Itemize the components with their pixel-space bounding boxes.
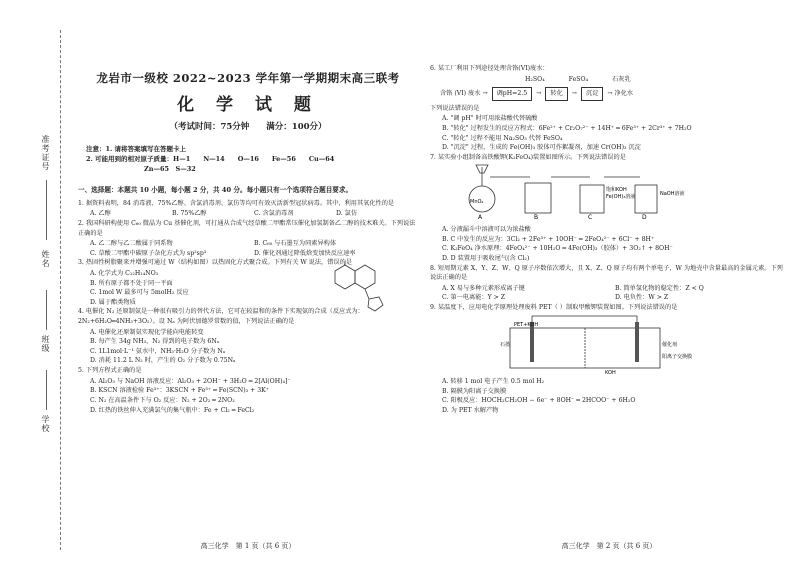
question-1-options: [90, 209, 418, 219]
option: B. 简单氢化物的稳定性：Z < Q: [615, 284, 704, 292]
label-koh: 饱和KOH: [606, 187, 627, 194]
question-1: 1. 据资料表明，84 消毒液、75%乙醇、含氯消毒剂、氯仿等均可有效灭活新型冠状病毒。其中，利用其氧化性的是: [78, 199, 395, 207]
option: B. 75%乙醇: [172, 210, 207, 218]
option: C. 第一电离能：Y > Z: [442, 294, 506, 302]
option: B. 所有原子都不处于同一平面: [90, 279, 173, 287]
question-8: 8. 短周期元素 X、Y、Z、W、Q 原子序数依次增大，且 X、Z、Q 原子均有两个单电子，W 为地壳中含量最高的金属元素。下列说法正确的是: [430, 264, 783, 282]
option: D. 催化剂通过降低焓变加快反应速率: [254, 249, 356, 257]
label-pet-koh: PET+KOH: [514, 321, 539, 328]
binding-sidebar: [0, 0, 72, 562]
option: A. 化学式为 C₁₂H₁₄NO₃: [90, 270, 159, 277]
blank-line: [46, 180, 47, 240]
question-5: 5. 下列方程式正确的是: [78, 367, 142, 375]
option: C. N₂ 在高温条件下与 O₂ 反应：N₂ + 2O₂ ═ 2NO₂: [90, 396, 235, 404]
notice-2: 2. 可能用到的相对原子质量：H—1 N—14 O—16 Fe—56 Cu—64: [86, 155, 335, 164]
option: B. C 中发生的反应为：3Cl₂ + 2Fe³⁺ + 10OH⁻ ═ 2FeO₄²⁻ + 6Cl⁻ + 8H⁺: [442, 235, 655, 243]
label-name: 姓名: [41, 250, 50, 268]
option: C. 含氯消毒剂: [254, 210, 294, 218]
option: A. X 易与多种元素形成离子键: [442, 284, 525, 292]
flow-step: 沉淀: [581, 87, 603, 101]
question-2-options: [90, 239, 418, 249]
option: B. KSCN 溶液检验 Fe³⁺：3KSCN + Fe³⁺ ═ Fe(SCN)₃ + 3K⁺: [90, 387, 270, 395]
subject-title: 化 学 试 题: [177, 94, 319, 115]
notice-1: 注意：1. 请将答案填写在答题卡上: [86, 145, 187, 154]
exam-info: （考试时间：75分钟 满分：100分）: [169, 122, 327, 133]
option: A. Al₂O₃ 与 NaOH 溶液反应：Al₂O₃ + 2OH⁻ + 3H₂O ═ 2[Al(OH)₄]⁻: [90, 377, 291, 385]
notice-3: Zn—65 S—32: [144, 165, 196, 174]
arrow-icon: →: [536, 90, 542, 98]
option: C. K₂FeO₄ 净水原理：4FeO₄²⁻ + 10H₂O ═ 4Fe(OH)₃（胶体）+ 3O₂↑ + 8OH⁻: [442, 245, 673, 253]
label-d: D: [642, 214, 647, 222]
option: C. "转化" 过程不能用 Na₂SO₃ 代替 FeSO₄: [442, 134, 563, 142]
option: A. 电催化还原制氨实现化学能向电能转变: [90, 328, 204, 336]
question-8-options: [442, 293, 788, 303]
option: C. 草酸二甲酯中碳原子杂化方式为 sp²sp³: [90, 249, 207, 257]
option: B. 每产生 34g NH₃，N₂ 得到的电子数为 6Nₐ: [90, 338, 220, 346]
page-footer: 高三化学 第 2 页（共 6 页）: [561, 542, 657, 551]
exam-title: 龙岩市一级校 2022~2023 学年第一学期期末高三联考: [96, 71, 400, 85]
option: A. 乙二醇与乙二酸属于同系物: [90, 240, 173, 248]
option: D. 氯仿: [336, 210, 358, 218]
option: D. D 装置用于吸收尾气(含 Cl₂): [442, 254, 530, 262]
option: A. 乙醇: [90, 210, 111, 218]
page-2: [430, 0, 788, 562]
question-2-options: [90, 249, 418, 259]
flow-step: 调pH=2.5: [492, 87, 533, 101]
flow-end: 净化水: [614, 90, 634, 98]
question-8-options: [442, 284, 788, 294]
label-catalyst: 催化剂: [662, 341, 678, 348]
option: D. 属于酯类物质: [90, 298, 136, 306]
section-heading: 一、选择题：本题共 10 小题，每小题 2 分，共 40 分。每小题只有一个选项符合题目要求。: [78, 185, 353, 194]
apparatus-diagram-icon: [460, 163, 690, 221]
label-mno2: MnO₂: [470, 199, 484, 206]
label-b: B: [534, 214, 539, 222]
option: D. 消耗 11.2 L N₂ 时，产生的 O₂ 分子数为 0.75Nₐ: [90, 357, 236, 365]
label-a: A: [478, 214, 483, 222]
option: B. C₆₀ 与石墨互为同素异构体: [254, 240, 337, 248]
reagent-row: [525, 75, 788, 85]
page-1: [78, 0, 418, 562]
option: D. "沉淀" 过程，生成的 Fe(OH)₃ 胶体可作絮凝剂，加速 Cr(OH)₃ 沉淀: [442, 144, 641, 152]
option: A. 转移 1 mol 电子产生 0.5 mol H₂: [442, 378, 545, 386]
question-6: 6. 某工厂利用下列途径处理含铬(VI)废水：: [430, 65, 549, 72]
question-9: 9. 某温度下，应用电化学原理处理废料 PET（ ）制取甲酸钾装置如图。下列说法错误的是: [430, 303, 678, 311]
option: B. "转化" 过程发生的反应方程式：6Fe²⁺ + Cr₂O₇²⁻ + 14H⁺ ═ 6Fe³⁺ + 2Cr³⁺ + 7H₂O: [442, 125, 692, 133]
label-naoh: NaOH溶液: [660, 191, 685, 198]
binding-line: [60, 30, 61, 550]
label-c: C: [588, 214, 593, 222]
option: C. 1L1mol·L⁻¹ 氨水中，NH₃·H₂O 分子数为 Nₐ: [90, 347, 226, 355]
question-3: 3. 热固性树脂聚来并增强可通过 W（结构如图）以热固化方式聚合成。下列有关 W 说法，错误的是: [78, 259, 352, 267]
reagent: H₂SO₄: [525, 75, 545, 83]
molecule-structure-icon: [323, 261, 393, 313]
label-exam-number: 准考证号: [41, 135, 50, 171]
option: D. 红热的铁丝伸入充满氯气的集气瓶中：Fe + Cl₂ ═ FeCl₂: [90, 406, 255, 414]
option: A. "调 pH" 时可用浓盐酸代替硫酸: [442, 115, 538, 123]
label-class: 班级: [41, 335, 50, 353]
label-graphite: 石墨: [500, 341, 511, 348]
process-flow: [440, 87, 788, 101]
blank-line: [46, 370, 47, 410]
question-6-stem: 下列说法错误的是: [430, 104, 480, 112]
label-feoh3: Fe(OH)₃溶液: [606, 194, 636, 201]
label-koh: KOH: [605, 369, 616, 374]
question-2: 2. 我国科研构使用 C₆₀ 微晶为 Cu 基催化剂，可打通从合成气经草酸二甲酯常压催化加氢制备乙二醇的技术难关。下列说法正确的是: [78, 219, 416, 237]
option: C. 阳极反应：HOCH₂CH₂OH − 6e⁻ + 8OH⁻ ═ 2HCOO⁻ + 6H₂O: [442, 397, 636, 405]
question-4: 4. 电催化 N₂ 还原制氨是一种很有吸引力的替代方法，它可在较温和的条件下实现氨的合成（反应式为：2N₂+6H₂O═4NH₃+3O₂）。设 Nₐ 为阿伏加德罗常数的值，下列说法正确的是: [78, 308, 364, 326]
option: D. 为 PET 水解产物: [442, 407, 499, 415]
arrow-icon: →: [571, 90, 577, 98]
question-3-block: [78, 269, 418, 307]
label-membrane: 阳离子交换膜: [662, 353, 693, 360]
electrolysis-diagram-icon: [500, 314, 700, 374]
option: A. 分液漏斗中溶液可以为浓盐酸: [442, 226, 531, 234]
flow-start: 含铬 (VI) 废水: [440, 90, 481, 98]
option: B. 隔膜为阳离子交换膜: [442, 387, 507, 395]
reagent: 石灰乳: [612, 75, 631, 83]
arrow-icon: →: [607, 90, 613, 98]
option: D. 电负性：W > Z: [615, 294, 669, 302]
arrow-icon: →: [482, 90, 488, 98]
page-footer: 高三化学 第 1 页（共 6 页）: [200, 542, 296, 551]
flow-step: 转化: [545, 87, 567, 101]
label-school: 学校: [41, 415, 50, 433]
question-7: 7. 某实验小组制备高铁酸钾(K₂FeO₄)装置如图所示。下列说法错误的是: [430, 153, 626, 161]
blank-line: [46, 290, 47, 330]
reagent: FeSO₄: [568, 75, 589, 83]
option: C. 1mol W 最多可与 5molH₂ 反应: [90, 289, 189, 297]
